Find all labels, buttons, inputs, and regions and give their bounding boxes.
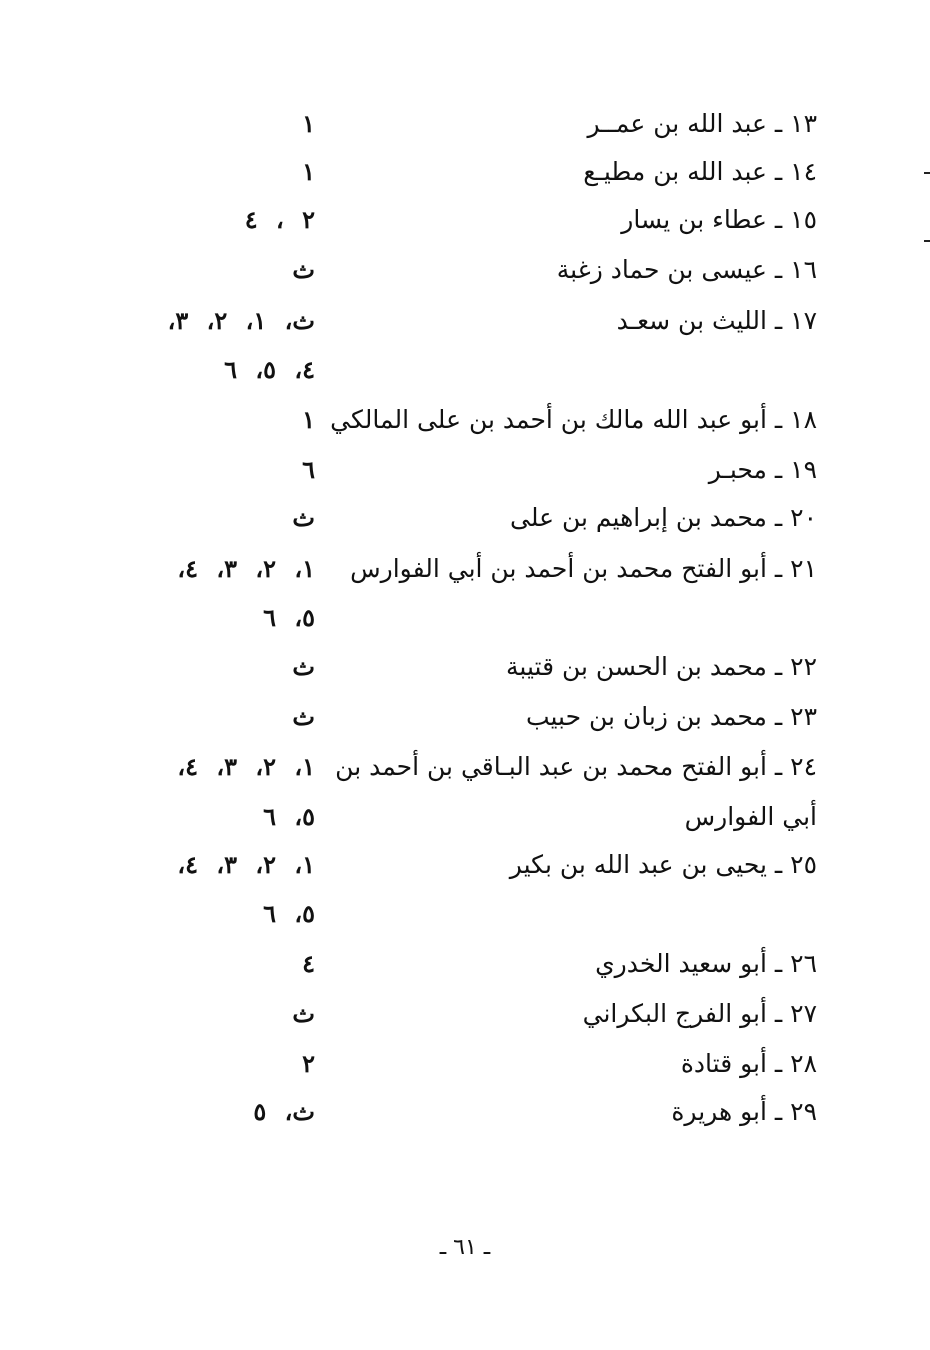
entry-name: ٢٦ ـ أبو سعيد الخدري: [595, 949, 817, 978]
margin-mark: [924, 172, 930, 174]
entry-references: ٤، ٥، ٦: [224, 355, 315, 384]
entry-name: ١٤ ـ عبد الله بن مطيـع: [583, 157, 817, 186]
entry-references: ٥، ٦: [263, 899, 315, 928]
entry-references: ث: [292, 702, 315, 731]
entry-name: ٢٠ ـ محمد بن إبراهيم بن على: [510, 503, 817, 532]
entry-name: ٢٤ ـ أبو الفتح محمد بن عبد البـاقي بن أحمد بن: [335, 752, 817, 781]
entry-references: ١، ٢، ٣، ٤،: [177, 752, 315, 781]
entry-name: ٢٧ ـ أبو الفرج البكراني: [582, 999, 817, 1028]
entry-references: ٥، ٦: [263, 603, 315, 632]
entry-name: ١٩ ـ محبـر: [708, 455, 817, 484]
entry-name: ٢٨ ـ أبو قتادة: [680, 1049, 817, 1078]
entry-references: ث: [292, 255, 315, 284]
page-number: ـ ٦١ ـ: [439, 1235, 491, 1260]
entry-references: ث، ١، ٢، ٣،: [167, 306, 315, 335]
entry-name: ١٥ ـ عطاء بن يسار: [621, 205, 817, 234]
entry-name-continuation: أبي الفوارس: [684, 802, 817, 831]
entry-name: ٢١ ـ أبو الفتح محمد بن أحمد بن أبي الفوارس: [350, 554, 817, 583]
entry-references: ث: [292, 503, 315, 532]
entry-name: ١٣ ـ عبد الله بن عمــر: [587, 109, 817, 138]
entry-references: ١: [302, 157, 315, 186]
entry-name: ٢٢ ـ محمد بن الحسن بن قتيبة: [506, 652, 817, 681]
entry-references: ١: [302, 405, 315, 434]
entry-name: ٢٣ ـ محمد بن زبان بن حبيب: [525, 702, 817, 731]
entry-name: ٢٩ ـ أبو هريرة: [671, 1097, 817, 1126]
entry-name: ١٨ ـ أبو عبد الله مالك بن أحمد بن على المالكي: [330, 405, 817, 434]
entry-references: ٢: [302, 1049, 315, 1078]
entry-references: ٢ ، ٤: [244, 205, 315, 234]
entry-references: ث، ٥: [253, 1097, 315, 1126]
entry-references: ث: [292, 652, 315, 681]
entry-name: ١٧ ـ الليث بن سعـد: [616, 306, 817, 335]
entry-references: ٥، ٦: [263, 802, 315, 831]
entry-references: ث: [292, 999, 315, 1028]
entry-name: ١٦ ـ عيسى بن حماد زغبة: [556, 255, 817, 284]
entry-references: ١، ٢، ٣، ٤،: [177, 554, 315, 583]
entry-references: ١: [302, 109, 315, 138]
margin-mark: [924, 240, 930, 242]
entry-name: ٢٥ ـ يحيى بن عبد الله بن بكير: [509, 850, 817, 879]
entry-references: ٦: [302, 455, 315, 484]
entry-references: ٤: [302, 949, 315, 978]
entry-references: ١، ٢، ٣، ٤،: [177, 850, 315, 879]
